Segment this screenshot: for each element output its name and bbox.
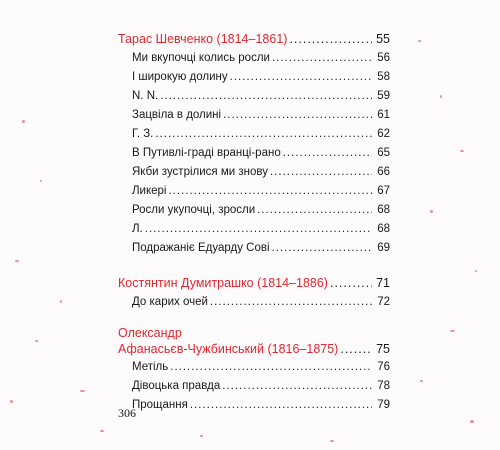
poem-title: Дівоцька правда [132,380,221,392]
toc-poem-entry[interactable] [118,239,390,258]
toc-author-entry[interactable] [118,30,390,49]
poem-title: Подражаніє Едуарду Сові [132,242,270,254]
page-ref: 71 [376,276,390,290]
ink-speck [200,435,203,437]
toc-poem-entry[interactable] [118,87,390,106]
toc-poem-entry[interactable] [118,163,390,182]
page-ref: 78 [377,380,390,392]
toc-poem-entry[interactable] [118,201,390,220]
toc-poem-entry[interactable] [118,293,390,312]
poem-title: N. N. [132,90,159,102]
poem-title: Росли укупочці, зросли [132,204,256,216]
page-ref: 72 [377,296,390,308]
ink-speck [450,330,455,332]
poem-title: Якби зустрілися ми знову [132,166,268,178]
table-of-contents [118,30,390,415]
poem-title: Ликері [132,185,167,197]
page-ref: 55 [376,32,390,46]
ink-speck [80,390,85,392]
page-ref: 65 [377,147,390,159]
ink-speck [430,210,433,213]
toc-poem-entry[interactable] [118,220,390,239]
poem-title: Прощання [132,399,188,411]
poem-title: Г. З. [132,128,154,140]
author-first-name: Олександр [118,326,182,340]
page-ref: 79 [377,399,390,411]
page-ref: 59 [377,90,390,102]
poem-title: В Путивлі-граді вранці-рано [132,147,281,159]
toc-poem-entry[interactable] [118,144,390,163]
ink-speck [420,380,423,382]
page-ref: 68 [377,223,390,235]
page-ref: 66 [377,166,390,178]
ink-speck [60,300,62,303]
page-ref: 56 [377,52,390,64]
toc-author-entry[interactable] [118,274,390,293]
ink-speck [330,440,334,442]
ink-speck [15,260,19,262]
toc-poem-entry[interactable] [118,125,390,144]
ink-speck [22,120,25,123]
poem-title: І широкую долину [132,71,228,83]
author-name: Афанасьєв-Чужбинський (1816–1875) [118,342,339,356]
toc-poem-entry[interactable] [118,358,390,377]
poem-title: До карих очей [132,296,208,308]
ink-speck [418,40,421,42]
author-name: Тарас Шевченко (1814–1861) [118,32,288,46]
toc-poem-entry[interactable] [118,49,390,68]
page-ref: 58 [377,71,390,83]
page-ref: 68 [377,204,390,216]
page-number: 306 [118,406,136,420]
poem-title: Зацвіла в долині [132,109,222,121]
ink-speck [35,340,38,342]
toc-poem-entry[interactable] [118,396,390,415]
ink-speck [460,150,464,152]
toc-poem-entry[interactable] [118,182,390,201]
page-ref: 76 [377,361,390,373]
poem-title: Ми вкупочці колись росли [132,52,270,64]
ink-speck [10,400,13,403]
poem-title: Л. [132,223,143,235]
toc-author-entry[interactable] [118,326,390,358]
author-name: Костянтин Думитрашко (1814–1886) [118,276,328,290]
ink-speck [100,430,104,432]
ink-speck [440,95,442,98]
toc-poem-entry[interactable] [118,68,390,87]
toc-poem-entry[interactable] [118,377,390,396]
ink-speck [40,180,42,182]
toc-poem-entry[interactable] [118,106,390,125]
page-ref: 69 [377,242,390,254]
page-ref: 61 [377,109,390,121]
page-ref: 67 [377,185,390,197]
poem-title: Метіль [132,361,169,373]
page-ref: 62 [377,128,390,140]
ink-speck [470,420,474,423]
page-ref: 75 [376,342,390,356]
ink-speck [475,270,477,272]
